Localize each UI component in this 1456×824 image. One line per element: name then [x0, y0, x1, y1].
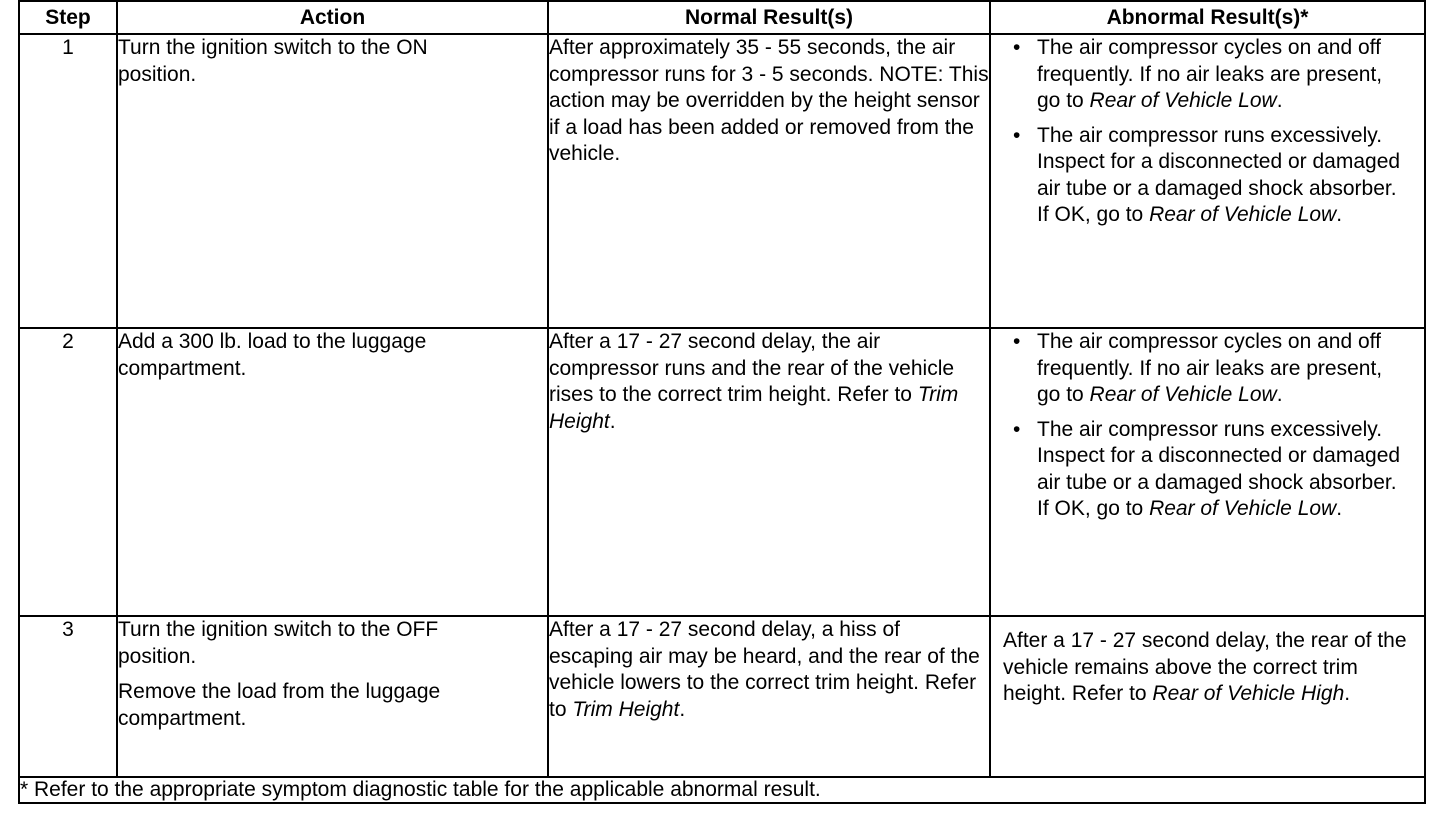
cross-reference: Trim Height — [549, 383, 959, 433]
abnormal-result-item: • The air compressor runs excessively. Inspect for a disconnected or damaged air tube or a damaged shock absorber. If OK, go to Rear of Vehicle Low. — [1037, 123, 1407, 229]
action-cell — [117, 616, 548, 777]
header-row — [19, 1, 1425, 34]
action-text: Remove the load from the luggage compartment. — [118, 680, 441, 730]
action-cell — [117, 34, 548, 328]
cross-reference: Rear of Vehicle High — [1152, 682, 1345, 705]
footnote-row — [19, 777, 1425, 803]
normal-result-cell — [548, 328, 990, 616]
cross-reference: Rear of Vehicle Low — [1089, 383, 1277, 406]
abnormal-result-item: • The air compressor runs excessively. Inspect for a disconnected or damaged air tube or a damaged shock absorber. If OK, go to Rear of Vehicle Low. — [1037, 417, 1407, 523]
action-text: Add a 300 lb. load to the luggage compartment. — [118, 330, 427, 380]
header-normal-results: Normal Result(s) — [548, 1, 990, 34]
header-step: Step — [19, 1, 117, 34]
abnormal-result-cell — [990, 328, 1425, 616]
abnormal-result-cell — [990, 34, 1425, 328]
normal-result-text: After a 17 - 27 second delay, the air compressor runs and the rear of the vehicle rises to the correct trim height. Refer to Trim Height. — [549, 330, 959, 433]
step-number: 3 — [19, 616, 117, 777]
abnormal-result-list — [991, 329, 1407, 523]
action-text: Turn the ignition switch to the ON position. — [118, 36, 428, 86]
step-number: 1 — [19, 34, 117, 328]
abnormal-result-list — [991, 35, 1407, 229]
normal-result-cell — [548, 616, 990, 777]
table-row — [19, 34, 1425, 328]
abnormal-result-text: After a 17 - 27 second delay, the rear of the vehicle remains above the correct trim height. Refer to Rear of Vehicle High. — [1003, 629, 1407, 705]
normal-result-text: After approximately 35 - 55 seconds, the air compressor runs for 3 - 5 seconds. NOTE: This action may be overridden by the height sensor if a load has been added or removed from the vehicle. — [549, 36, 989, 165]
cross-reference: Rear of Vehicle Low — [1089, 89, 1277, 112]
abnormal-result-item: • The air compressor cycles on and off frequently. If no air leaks are present, go to Rear of Vehicle Low. — [1037, 329, 1407, 409]
cross-reference: Trim Height — [572, 697, 680, 721]
footnote: * Refer to the appropriate symptom diagnostic table for the applicable abnormal result. — [19, 777, 1425, 803]
normal-result-cell — [548, 34, 990, 328]
cross-reference: Rear of Vehicle Low — [1149, 203, 1337, 226]
table-row — [19, 328, 1425, 616]
abnormal-result-item: • The air compressor cycles on and off frequently. If no air leaks are present, go to Rear of Vehicle Low. — [1037, 35, 1407, 115]
action-text: Turn the ignition switch to the OFF position. — [118, 618, 439, 668]
cross-reference: Rear of Vehicle Low — [1149, 497, 1337, 520]
step-number: 2 — [19, 328, 117, 616]
header-action: Action — [117, 1, 548, 34]
diagnostic-table-container — [18, 0, 1424, 804]
normal-result-text: After a 17 - 27 second delay, a hiss of escaping air may be heard, and the rear of the vehicle lowers to the correct trim height. Refer to Trim Height. — [549, 618, 980, 721]
action-cell — [117, 328, 548, 616]
abnormal-result-cell — [990, 616, 1425, 777]
header-abnormal-results: Abnormal Result(s)* — [990, 1, 1425, 34]
table-row — [19, 616, 1425, 777]
diagnostic-table — [18, 0, 1426, 804]
